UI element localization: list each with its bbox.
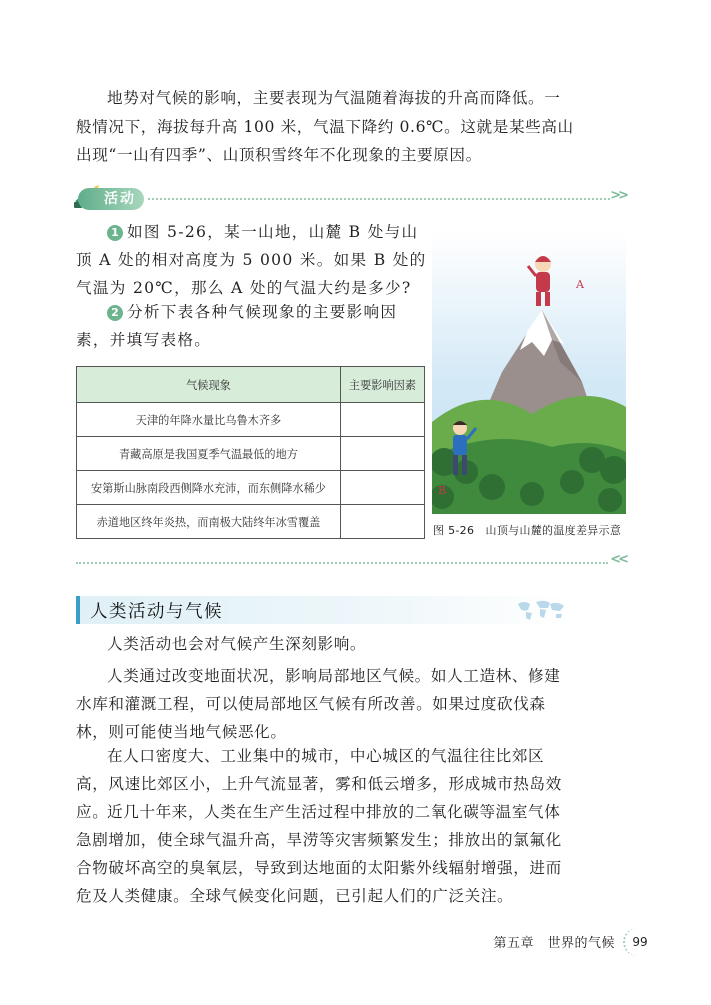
section-heading xyxy=(76,596,570,624)
question-2-text: 分析下表各种气候现象的主要影响因素，并填写表格。 xyxy=(76,303,398,349)
body-paragraph: 在人口密度大、工业集中的城市，中心城区的气温往往比郊区高，风速比郊区小，上升气流显著，雾和低云增多，形成城市热岛效应。 xyxy=(76,747,562,821)
activity-end-divider xyxy=(76,552,626,570)
header-phenomenon: 气候现象 xyxy=(77,367,341,403)
intro-paragraph: 地势对气候的影响，主要表现为气温随着海拔的升高而降低。一般情况下，海拔每升高 100 米，气温下降约 0.6℃。这就是某些高山出现“一山有四季”、山顶积雪终年不化现象的主要原因。 xyxy=(76,89,574,164)
factor-answer-cell[interactable] xyxy=(341,437,425,471)
double-chevron-right-icon: >> xyxy=(610,188,626,203)
section-title: 人类活动与气候 xyxy=(90,602,223,622)
phenomenon-cell: 青藏高原是我国夏季气温最低的地方 xyxy=(77,437,341,471)
world-map-icon xyxy=(514,598,566,622)
header-factor: 主要影响因素 xyxy=(341,367,425,403)
double-chevron-left-icon: << xyxy=(610,552,626,567)
climate-factor-table xyxy=(76,366,425,539)
mountain-illustration xyxy=(432,232,626,514)
question-number-badge: 1 xyxy=(107,225,123,241)
factor-answer-cell[interactable] xyxy=(341,403,425,437)
body-paragraph: 人类通过改变地面状况，影响局部地区气候。如人工造林、修建水库和灌溉工程，可以使局部地区气候有所改善。如果过度砍伐森林，则可能使当地气候恶化。 xyxy=(76,667,561,741)
factor-answer-cell[interactable] xyxy=(341,471,425,505)
question-number-badge: 2 xyxy=(107,305,123,321)
phenomenon-cell: 赤道地区终年炎热，而南极大陆终年冰雪覆盖 xyxy=(77,505,341,539)
mountain-scene-image xyxy=(432,232,626,514)
table-header-row xyxy=(77,367,425,403)
table-row xyxy=(77,437,425,471)
question-1-text: 如图 5-26，某一山地，山麓 B 处与山顶 A 处的相对高度为 5 000 米。如果 B 处的气温为 20℃，那么 A 处的气温大约是多少? xyxy=(76,223,427,297)
phenomenon-cell: 天津的年降水量比乌鲁木齐多 xyxy=(77,403,341,437)
label-b: B xyxy=(438,484,447,497)
activity-question-1 xyxy=(76,218,428,302)
body-paragraph: 人类活动也会对气候产生深刻影响。 xyxy=(107,635,367,653)
dotted-divider xyxy=(148,198,610,200)
table-row xyxy=(77,403,425,437)
table-row xyxy=(77,505,425,539)
body-paragraph: 近几十年来，人类在生产生活过程中排放的二氧化碳等温室气体急剧增加，使全球气温升高，旱涝等灾害频繁发生；排放出的氯氟化合物破坏高空的臭氧层，导致到达地面的太阳紫外线辐射增强，进而危及人类健康。全球气候变化问题，已引起人们的广泛关注。 xyxy=(76,803,562,905)
activity-banner xyxy=(76,186,626,212)
dotted-divider xyxy=(76,562,608,564)
page-number: 99 xyxy=(623,928,655,956)
chapter-label: 第五章 世界的气候 xyxy=(493,936,615,951)
factor-answer-cell[interactable] xyxy=(341,505,425,539)
table-row xyxy=(77,471,425,505)
label-a: A xyxy=(576,278,584,291)
phenomenon-cell: 安第斯山脉南段西侧降水充沛，而东侧降水稀少 xyxy=(77,471,341,505)
activity-label: 活动 xyxy=(78,188,144,210)
page-footer xyxy=(435,930,655,954)
activity-question-2 xyxy=(76,298,428,354)
figure-caption: 图 5-26 山顶与山麓的温度差异示意 xyxy=(433,524,622,537)
